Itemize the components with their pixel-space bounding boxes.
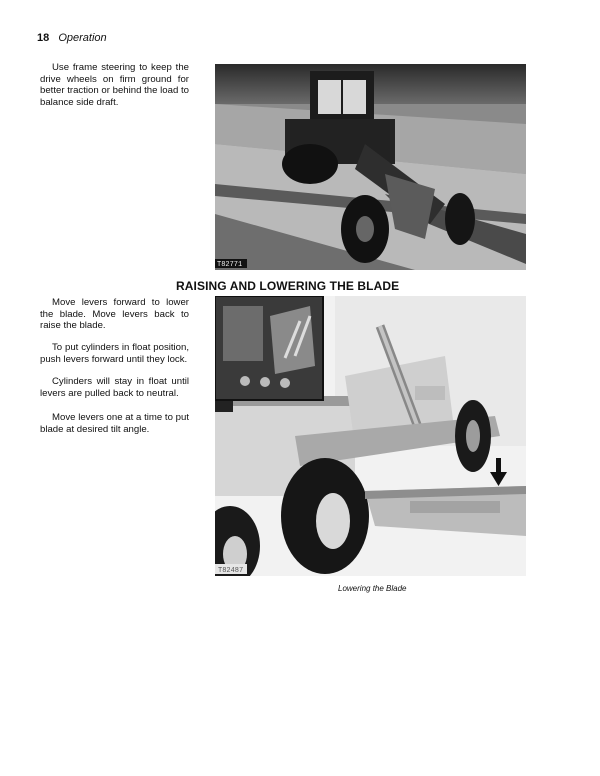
section-heading: RAISING AND LOWERING THE BLADE <box>176 279 400 293</box>
paragraph-float-neutral: Cylinders will stay in float until levers are pulled back to neutral. <box>40 376 189 399</box>
lowering-blade-photo <box>215 296 526 576</box>
figure-caption: Lowering the Blade <box>338 584 407 593</box>
photo2-code: T82487 <box>218 567 244 575</box>
motor-grader-photo <box>215 64 526 270</box>
section-name: Operation <box>58 32 107 44</box>
page-number: 18 <box>37 32 50 44</box>
page-header <box>37 32 107 44</box>
paragraph-tilt-angle: Move levers one at a time to put blade at desired tilt angle. <box>40 412 189 435</box>
photo1-code: T82771 <box>217 261 243 269</box>
paragraph-lower-raise: Move levers forward to lower the blade. Move levers back to raise the blade. <box>40 297 189 331</box>
paragraph-float-position: To put cylinders in float position, push levers forward until they lock. <box>40 342 189 365</box>
intro-paragraph: Use frame steering to keep the drive wheels on firm ground for better traction or behind the load to balance side draft. <box>40 62 189 108</box>
